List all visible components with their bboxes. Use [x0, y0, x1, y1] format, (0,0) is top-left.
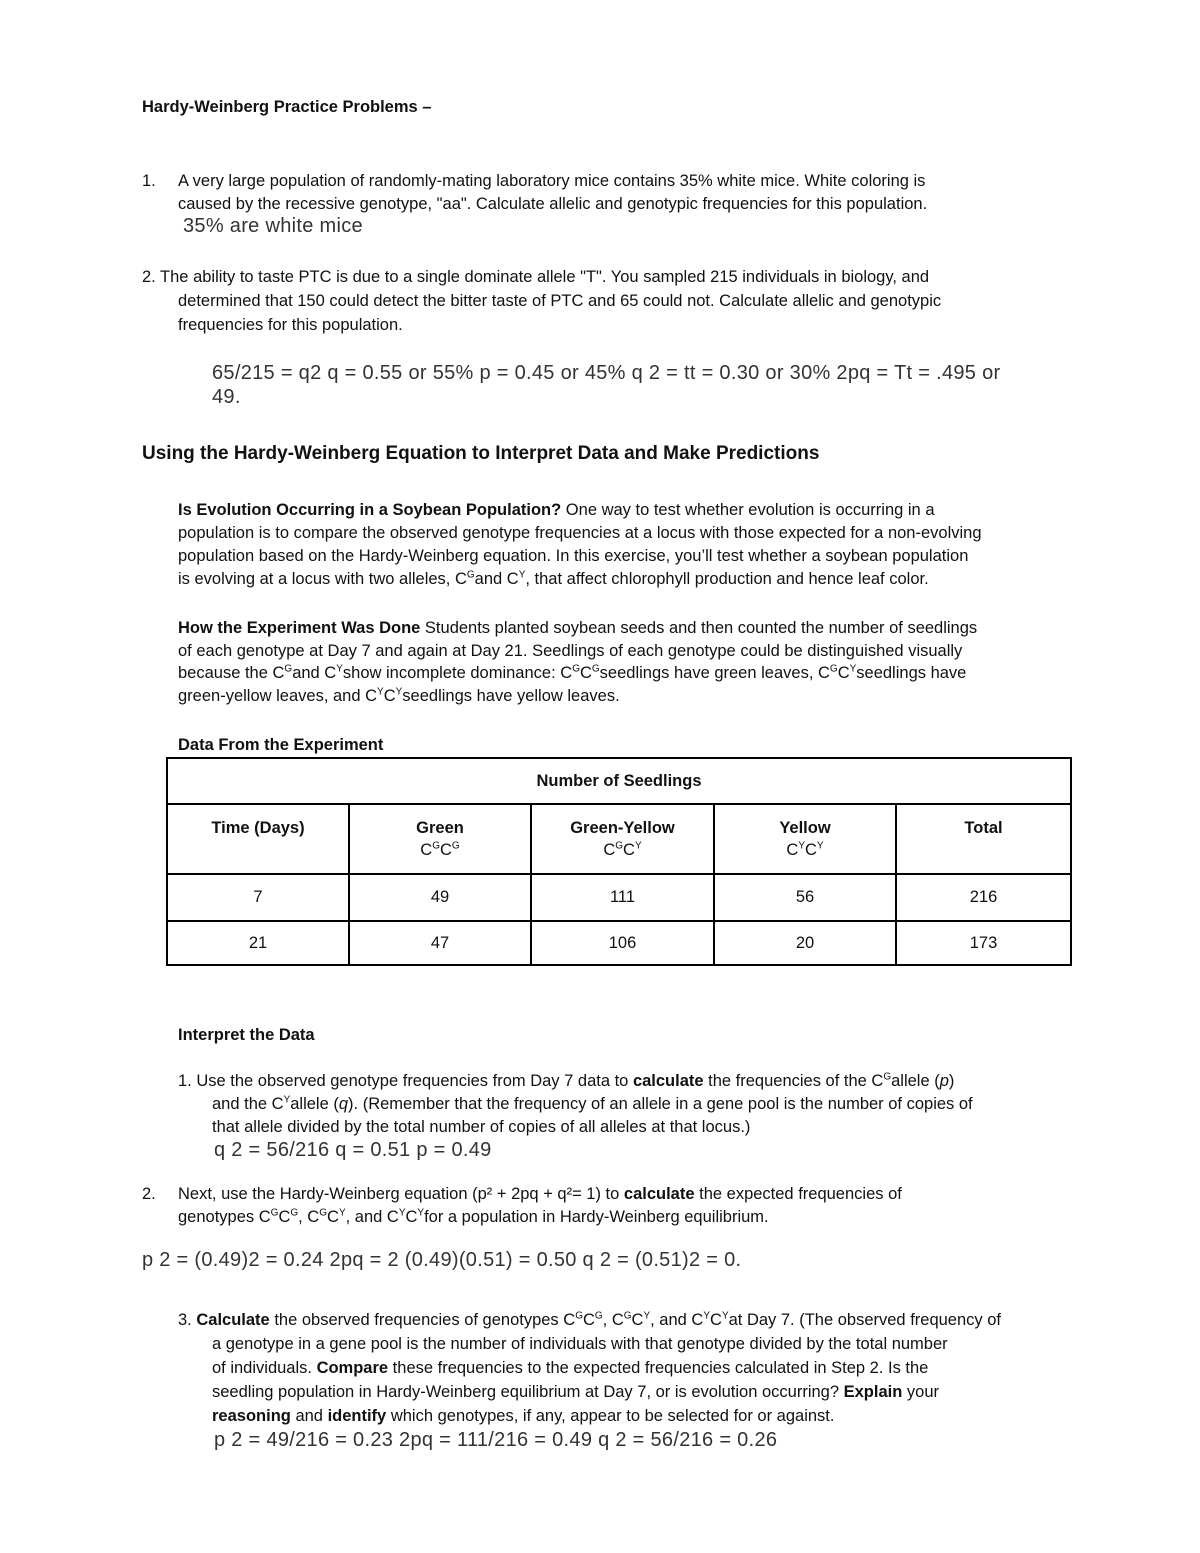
- q1-answer: 35% are white mice: [183, 215, 363, 237]
- intro-line1-rest: One way to test whether evolution is occurring in a: [561, 501, 935, 519]
- step1-answer: q 2 = 56/216 q = 0.51 p = 0.49: [214, 1139, 492, 1161]
- step2-number: 2.: [142, 1185, 156, 1203]
- step1-line1: 1. Use the observed genotype frequencies from Day 7 data to calculate the frequencies of the $C^Gallele$ (p): [178, 1071, 955, 1090]
- intro-line4: is evolving at a locus with two alleles, $C^Gand$ $C^Y$, that affect chlorophyll production and hence leaf color.: [178, 569, 929, 588]
- experiment-bold-lead: How the Experiment Was Done: [178, 619, 421, 637]
- step1-line2: and the $C^Yallele$ (q). (Remember that the frequency of an allele in a gene pool is the number of copies of: [212, 1094, 973, 1113]
- table-cell: 111: [531, 874, 714, 921]
- column-header-total: Total: [896, 804, 1071, 874]
- column-header-green-yellow: Green-Yellow $C^GC^Y$: [531, 804, 714, 874]
- column-header-yellow: Yellow $C^YC^Y$: [714, 804, 896, 874]
- table-cell: 20: [714, 921, 896, 965]
- section-heading: Using the Hardy-Weinberg Equation to Interpret Data and Make Predictions: [142, 443, 820, 464]
- seedling-data-table: [166, 757, 1072, 966]
- document-title: Hardy-Weinberg Practice Problems –: [142, 98, 432, 116]
- table-cell: 47: [349, 921, 531, 965]
- step3-answer: p 2 = 49/216 = 0.23 2pq = 111/216 = 0.49 q 2 = 56/216 = 0.26: [214, 1429, 778, 1451]
- table-caption: Data From the Experiment: [178, 736, 384, 754]
- step3-line3: of individuals. Compare these frequencies to the expected frequencies calculated in Step 2. Is the: [212, 1359, 929, 1377]
- step3-line1: 3. Calculate the observed frequencies of genotypes $C^GC^G$, $C^GC^Y$, and $C^YC^Yat$ Day 7. (The observed frequency of: [178, 1310, 1002, 1329]
- table-cell: 7: [167, 874, 349, 921]
- q2-line3: frequencies for this population.: [178, 316, 403, 334]
- table-cell: 56: [714, 874, 896, 921]
- q2-answer-line2: 49.: [212, 386, 241, 408]
- experiment-line1: How the Experiment Was Done Students planted soybean seeds and then counted the number of seedlings: [178, 619, 978, 637]
- step3-line2: a genotype in a gene pool is the number of individuals with that genotype divided by the total number: [212, 1335, 948, 1353]
- table-cell: 173: [896, 921, 1071, 965]
- intro-line1: [178, 499, 935, 522]
- table-row: [167, 874, 1071, 921]
- step2-line2: genotypes $C^GC^G$, $C^GC^Y$, and $C^YC^Yfor$ a population in Hardy-Weinberg equilibrium.: [178, 1207, 769, 1226]
- table-cell: 216: [896, 874, 1071, 921]
- q2-line1: 2. The ability to taste PTC is due to a single dominate allele "T". You sampled 215 individuals in biology, and: [142, 268, 930, 286]
- experiment-line4: green-yellow leaves, and $C^YC^Yseedlings$ have yellow leaves.: [178, 686, 620, 705]
- column-header-green: Green $C^GC^G$: [349, 804, 531, 874]
- step3-line5: reasoning and identify which genotypes, if any, appear to be selected for or against.: [212, 1407, 835, 1425]
- table-cell: 106: [531, 921, 714, 965]
- experiment-line2: of each genotype at Day 7 and again at Day 21. Seedlings of each genotype could be distinguished visually: [178, 642, 963, 660]
- step1-line3: that allele divided by the total number of copies of all alleles at that locus.): [212, 1118, 751, 1136]
- intro-line2: population is to compare the observed genotype frequencies at a locus with those expected for a non-evolving: [178, 524, 982, 542]
- intro-bold-lead: Is Evolution Occurring in a Soybean Population?: [178, 501, 562, 519]
- experiment-line3: because the $C^Gand$ $C^Yshow$ incomplete dominance: $C^GC^Gseedlings$ have green leaves, $C^GC^Yseedlings$ have: [178, 663, 967, 682]
- step2-answer: p 2 = (0.49)2 = 0.24 2pq = 2 (0.49)(0.51) = 0.50 q 2 = (0.51)2 = 0.: [142, 1249, 742, 1271]
- table-group-header: Number of Seedlings: [167, 758, 1071, 804]
- table-cell: 49: [349, 874, 531, 921]
- interpret-heading: Interpret the Data: [178, 1026, 315, 1044]
- q1-number: 1.: [142, 172, 156, 190]
- intro-line3: population based on the Hardy-Weinberg equation. In this exercise, you’ll test whether a soybean population: [178, 547, 969, 565]
- step3-line4: seedling population in Hardy-Weinberg equilibrium at Day 7, or is evolution occurring? Explain your: [212, 1383, 939, 1401]
- table-row: [167, 921, 1071, 965]
- q2-line2: determined that 150 could detect the bitter taste of PTC and 65 could not. Calculate allelic and genotypic: [178, 292, 942, 310]
- q1-line1: A very large population of randomly-mating laboratory mice contains 35% white mice. White coloring is: [178, 172, 926, 190]
- step2-line1: Next, use the Hardy-Weinberg equation (p² + 2pq + q²= 1) to calculate the expected frequencies of: [178, 1185, 902, 1203]
- q1-line2: caused by the recessive genotype, "aa". Calculate allelic and genotypic frequencies for this population.: [178, 195, 928, 213]
- table-cell: 21: [167, 921, 349, 965]
- q2-answer-line1: 65/215 = q2 q = 0.55 or 55% p = 0.45 or 45% q 2 = tt = 0.30 or 30% 2pq = Tt = .495 or: [212, 362, 1001, 384]
- column-header-time: Time (Days): [167, 804, 349, 874]
